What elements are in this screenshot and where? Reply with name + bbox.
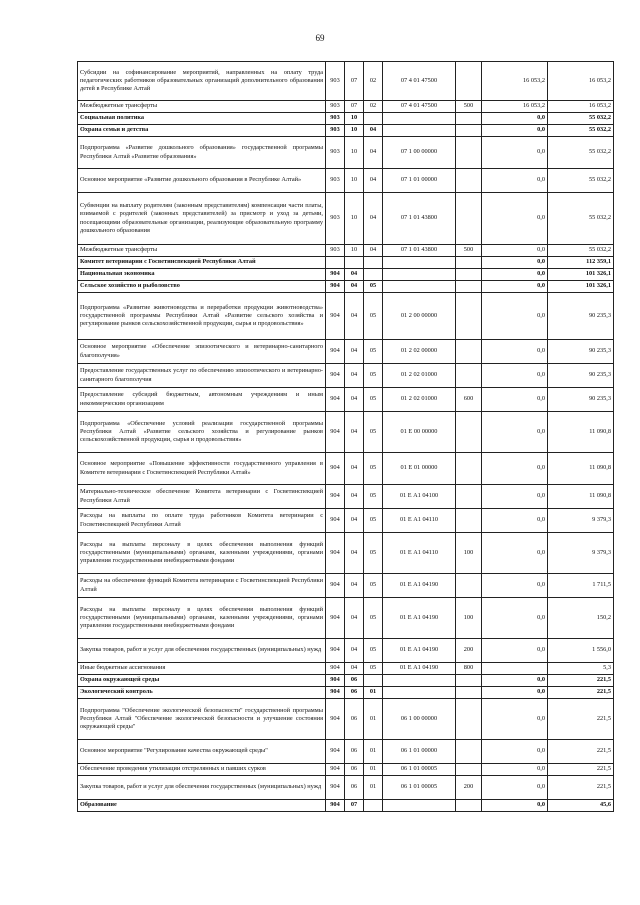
table-row (78, 269, 614, 281)
amount-1: 0,0 (482, 574, 548, 598)
grbs-code: 904 (326, 776, 345, 800)
amount-1: 0,0 (482, 137, 548, 169)
amount-2: 55 032,2 (548, 245, 614, 257)
amount-1: 0,0 (482, 412, 548, 453)
subsection-code: 05 (364, 453, 383, 485)
subsection-code: 05 (364, 639, 383, 663)
target-article-code (383, 281, 456, 293)
amount-2: 55 032,2 (548, 125, 614, 137)
expense-type-code (456, 574, 482, 598)
subsection-code: 05 (364, 412, 383, 453)
row-name: Межбюджетные трансферты (78, 245, 326, 257)
amount-1: 0,0 (482, 800, 548, 812)
expense-type-code (456, 687, 482, 699)
target-article-code: 01 Е А1 04110 (383, 533, 456, 574)
expense-type-code (456, 675, 482, 687)
target-article-code (383, 800, 456, 812)
amount-1: 0,0 (482, 340, 548, 364)
grbs-code: 903 (326, 125, 345, 137)
expense-type-code (456, 169, 482, 193)
target-article-code: 01 Е А1 04190 (383, 598, 456, 639)
amount-1: 0,0 (482, 675, 548, 687)
grbs-code: 904 (326, 388, 345, 412)
target-article-code (383, 675, 456, 687)
amount-2: 90 235,3 (548, 388, 614, 412)
amount-1: 0,0 (482, 364, 548, 388)
subsection-code: 05 (364, 485, 383, 509)
expense-type-code: 600 (456, 388, 482, 412)
table-row (78, 639, 614, 663)
grbs-code: 904 (326, 340, 345, 364)
subsection-code: 05 (364, 293, 383, 340)
row-name: Подпрограмма «Развитие животноводства и переработки продукции животноводства» государственной программы Республики Алтай «Развитие сельского хозяйства и регулирование рынков сельскохозяйственной продукции, сырья и продовольствия» (78, 293, 326, 340)
section-code: 04 (345, 663, 364, 675)
table-row (78, 776, 614, 800)
row-name: Иные бюджетные ассигнования (78, 663, 326, 675)
section-code: 04 (345, 293, 364, 340)
table-row (78, 169, 614, 193)
amount-2: 11 090,8 (548, 412, 614, 453)
subsection-code: 05 (364, 340, 383, 364)
grbs-code: 903 (326, 193, 345, 245)
subsection-code: 05 (364, 388, 383, 412)
target-article-code: 01 Е А1 04100 (383, 485, 456, 509)
amount-2: 150,2 (548, 598, 614, 639)
row-name: Закупка товаров, работ и услуг для обеспечения государственных (муниципальных) нужд (78, 639, 326, 663)
target-article-code (383, 113, 456, 125)
subsection-code: 04 (364, 193, 383, 245)
subsection-code: 02 (364, 101, 383, 113)
row-name: Социальная политика (78, 113, 326, 125)
grbs-code: 904 (326, 687, 345, 699)
subsection-code (364, 257, 383, 269)
expense-type-code (456, 281, 482, 293)
amount-1: 0,0 (482, 699, 548, 740)
amount-1: 0,0 (482, 257, 548, 269)
section-code: 04 (345, 639, 364, 663)
subsection-code (364, 675, 383, 687)
expense-type-code (456, 257, 482, 269)
table-row (78, 453, 614, 485)
expense-type-code: 100 (456, 533, 482, 574)
amount-1: 0,0 (482, 533, 548, 574)
grbs-code: 904 (326, 412, 345, 453)
row-name: Предоставление государственных услуг по обеспечению эпизоотического и ветеринарно-санитарного благополучия (78, 364, 326, 388)
section-code: 04 (345, 388, 364, 412)
row-name: Подпрограмма «Обеспечение условий реализации государственной программы Республики Алтай «Развитие сельского хозяйства и регулирование рынков сельскохозяйственной продукции, сырья и продовольствия» (78, 412, 326, 453)
amount-2: 101 326,1 (548, 269, 614, 281)
page-number: 69 (315, 33, 325, 43)
target-article-code: 06 1 01 00005 (383, 764, 456, 776)
target-article-code: 01 Е 00 00000 (383, 412, 456, 453)
grbs-code: 903 (326, 101, 345, 113)
table-row (78, 764, 614, 776)
section-code: 10 (345, 125, 364, 137)
row-name: Материально-техническое обеспечение Комитета ветеринарии с Госветинспекцией Республики Алтай (78, 485, 326, 509)
table-row (78, 663, 614, 675)
expense-type-code (456, 62, 482, 101)
amount-2: 221,5 (548, 740, 614, 764)
table-row (78, 125, 614, 137)
section-code: 04 (345, 598, 364, 639)
grbs-code: 904 (326, 740, 345, 764)
section-code: 04 (345, 281, 364, 293)
amount-1: 0,0 (482, 125, 548, 137)
expense-type-code: 100 (456, 598, 482, 639)
table-row (78, 485, 614, 509)
row-name: Сельское хозяйство и рыболовство (78, 281, 326, 293)
table-row (78, 598, 614, 639)
target-article-code: 01 2 02 01000 (383, 364, 456, 388)
grbs-code: 904 (326, 269, 345, 281)
grbs-code: 904 (326, 639, 345, 663)
expense-type-code (456, 193, 482, 245)
amount-1: 0,0 (482, 453, 548, 485)
row-name: Охрана семьи и детства (78, 125, 326, 137)
expense-type-code: 200 (456, 639, 482, 663)
target-article-code: 06 1 01 00005 (383, 776, 456, 800)
expense-type-code (456, 364, 482, 388)
grbs-code: 904 (326, 485, 345, 509)
grbs-code: 904 (326, 764, 345, 776)
section-code: 07 (345, 800, 364, 812)
subsection-code (364, 800, 383, 812)
amount-1: 0,0 (482, 113, 548, 125)
table-row (78, 740, 614, 764)
section-code: 10 (345, 193, 364, 245)
table-row (78, 257, 614, 269)
target-article-code: 07 1 01 43800 (383, 245, 456, 257)
amount-2: 1 556,0 (548, 639, 614, 663)
row-name: Основное мероприятие «Повышение эффективности государственного управления в Комитете ветеринарии с Госветинспекцией Республики Алтай» (78, 453, 326, 485)
section-code: 06 (345, 740, 364, 764)
row-name: Расходы на выплаты персоналу в целях обеспечения выполнения функций государственными (муниципальными) органами, казенными учреждениями, органами управления государственными внебюджетными фондами (78, 533, 326, 574)
amount-1: 0,0 (482, 293, 548, 340)
subsection-code: 01 (364, 699, 383, 740)
amount-1: 0,0 (482, 193, 548, 245)
target-article-code: 01 Е А1 04190 (383, 574, 456, 598)
target-article-code: 01 Е А1 04190 (383, 639, 456, 663)
table-row (78, 193, 614, 245)
amount-2: 221,5 (548, 699, 614, 740)
subsection-code: 04 (364, 125, 383, 137)
amount-2: 221,5 (548, 776, 614, 800)
table-row (78, 412, 614, 453)
amount-2: 90 235,3 (548, 293, 614, 340)
grbs-code: 903 (326, 245, 345, 257)
subsection-code: 04 (364, 169, 383, 193)
section-code: 06 (345, 699, 364, 740)
amount-2: 55 032,2 (548, 113, 614, 125)
expense-type-code (456, 340, 482, 364)
expense-type-code (456, 137, 482, 169)
expense-type-code (456, 800, 482, 812)
row-name: Образование (78, 800, 326, 812)
amount-1: 0,0 (482, 764, 548, 776)
expense-type-code (456, 453, 482, 485)
table-row (78, 62, 614, 101)
section-code: 10 (345, 245, 364, 257)
table-row (78, 340, 614, 364)
grbs-code: 904 (326, 663, 345, 675)
table-row (78, 509, 614, 533)
grbs-code: 904 (326, 364, 345, 388)
table-row (78, 281, 614, 293)
subsection-code: 01 (364, 764, 383, 776)
target-article-code: 01 2 02 01000 (383, 388, 456, 412)
row-name: Комитет ветеринарии с Госветинспекцией Республики Алтай (78, 257, 326, 269)
target-article-code (383, 269, 456, 281)
subsection-code: 05 (364, 509, 383, 533)
amount-2: 11 090,8 (548, 485, 614, 509)
subsection-code: 05 (364, 364, 383, 388)
section-code: 04 (345, 574, 364, 598)
target-article-code: 07 1 00 00000 (383, 137, 456, 169)
target-article-code: 07 4 01 47500 (383, 62, 456, 101)
amount-2: 90 235,3 (548, 340, 614, 364)
row-name: Подпрограмма «Развитие дошкольного образования» государственной программы Республики Алтай «Развитие образования» (78, 137, 326, 169)
amount-1: 0,0 (482, 485, 548, 509)
expense-type-code (456, 412, 482, 453)
subsection-code (364, 113, 383, 125)
amount-2: 9 379,3 (548, 509, 614, 533)
amount-2: 55 032,2 (548, 169, 614, 193)
grbs-code: 904 (326, 699, 345, 740)
target-article-code: 06 1 01 00000 (383, 740, 456, 764)
expense-type-code (456, 125, 482, 137)
table-row (78, 364, 614, 388)
grbs-code: 903 (326, 169, 345, 193)
amount-1: 0,0 (482, 776, 548, 800)
subsection-code: 05 (364, 574, 383, 598)
amount-2: 45,6 (548, 800, 614, 812)
target-article-code (383, 257, 456, 269)
subsection-code: 01 (364, 740, 383, 764)
amount-1 (482, 663, 548, 675)
grbs-code: 904 (326, 453, 345, 485)
amount-2: 55 032,2 (548, 137, 614, 169)
target-article-code (383, 687, 456, 699)
amount-1: 0,0 (482, 269, 548, 281)
section-code: 04 (345, 485, 364, 509)
expense-type-code (456, 699, 482, 740)
row-name: Субвенции на выплату родителям (законным представителям) компенсации части платы, взимаемой с родителей (законных представителей) за присмотр и уход за детьми, посещающими образовательные организации, реализующие образовательную программу дошкольного образования (78, 193, 326, 245)
expense-type-code: 200 (456, 776, 482, 800)
target-article-code: 06 1 00 00000 (383, 699, 456, 740)
section-code: 06 (345, 776, 364, 800)
table-row (78, 137, 614, 169)
section-code: 10 (345, 169, 364, 193)
amount-2: 1 711,5 (548, 574, 614, 598)
grbs-code: 904 (326, 293, 345, 340)
section-code: 04 (345, 412, 364, 453)
section-code: 04 (345, 533, 364, 574)
target-article-code: 07 1 01 43800 (383, 193, 456, 245)
amount-2: 16 053,2 (548, 62, 614, 101)
target-article-code: 01 Е А1 04110 (383, 509, 456, 533)
target-article-code: 07 4 01 47500 (383, 101, 456, 113)
row-name: Предоставление субсидий бюджетным, автономным учреждениям и иным некоммерческим организациям (78, 388, 326, 412)
expense-type-code (456, 113, 482, 125)
amount-1: 0,0 (482, 687, 548, 699)
table-row (78, 113, 614, 125)
table-row (78, 101, 614, 113)
section-code: 04 (345, 364, 364, 388)
grbs-code: 904 (326, 574, 345, 598)
target-article-code: 01 Е 01 00000 (383, 453, 456, 485)
table-row (78, 687, 614, 699)
expense-type-code (456, 509, 482, 533)
target-article-code: 01 2 02 00000 (383, 340, 456, 364)
subsection-code: 04 (364, 245, 383, 257)
grbs-code: 904 (326, 509, 345, 533)
row-name: Основное мероприятие "Регулирование качества окружающей среды" (78, 740, 326, 764)
target-article-code: 01 Е А1 04190 (383, 663, 456, 675)
amount-1: 0,0 (482, 509, 548, 533)
subsection-code: 05 (364, 533, 383, 574)
amount-1: 0,0 (482, 639, 548, 663)
amount-2: 11 090,8 (548, 453, 614, 485)
target-article-code: 01 2 00 00000 (383, 293, 456, 340)
row-name: Расходы на выплаты персоналу в целях обеспечения выполнения функций государственными (муниципальными) органами, казенными учреждениями, органами управления государственными внебюджетными фондами (78, 598, 326, 639)
section-code: 10 (345, 113, 364, 125)
section-code: 06 (345, 675, 364, 687)
table-row (78, 533, 614, 574)
amount-2: 112 359,1 (548, 257, 614, 269)
grbs-code: 903 (326, 113, 345, 125)
amount-2: 221,5 (548, 675, 614, 687)
amount-1: 0,0 (482, 281, 548, 293)
amount-1: 16 053,2 (482, 62, 548, 101)
section-code: 07 (345, 101, 364, 113)
amount-2: 221,5 (548, 764, 614, 776)
subsection-code: 05 (364, 281, 383, 293)
amount-2: 5,3 (548, 663, 614, 675)
amount-1: 0,0 (482, 245, 548, 257)
subsection-code: 05 (364, 663, 383, 675)
section-code: 04 (345, 509, 364, 533)
row-name: Основное мероприятие «Обеспечение эпизоотического и ветеринарно-санитарного благополучия» (78, 340, 326, 364)
section-code: 04 (345, 340, 364, 364)
section-code: 06 (345, 764, 364, 776)
table-row (78, 699, 614, 740)
expense-type-code (456, 740, 482, 764)
target-article-code (383, 125, 456, 137)
amount-2: 9 379,3 (548, 533, 614, 574)
amount-1: 16 053,2 (482, 101, 548, 113)
expense-type-code (456, 269, 482, 281)
grbs-code: 903 (326, 137, 345, 169)
row-name: Закупка товаров, работ и услуг для обеспечения государственных (муниципальных) нужд (78, 776, 326, 800)
expense-type-code (456, 293, 482, 340)
grbs-code: 904 (326, 533, 345, 574)
subsection-code: 05 (364, 598, 383, 639)
grbs-code: 904 (326, 281, 345, 293)
section-code (345, 257, 364, 269)
row-name: Расходы на выплаты по оплате труда работников Комитета ветеринарии с Госветинспекцией Республики Алтай (78, 509, 326, 533)
table-row (78, 800, 614, 812)
amount-2: 16 053,2 (548, 101, 614, 113)
amount-1: 0,0 (482, 598, 548, 639)
budget-table (77, 61, 614, 812)
amount-2: 221,5 (548, 687, 614, 699)
expense-type-code (456, 764, 482, 776)
table-row (78, 293, 614, 340)
row-name: Субсидии на софинансирование мероприятий, направленных на оплату труда педагогических работников образовательных организаций дополнительного образования детей в Республике Алтай (78, 62, 326, 101)
table-row (78, 388, 614, 412)
row-name: Основное мероприятие «Развитие дошкольного образования в Республике Алтай» (78, 169, 326, 193)
table-row (78, 675, 614, 687)
row-name: Охрана окружающей среды (78, 675, 326, 687)
section-code: 06 (345, 687, 364, 699)
grbs-code: 903 (326, 62, 345, 101)
row-name: Обеспечение проведения утилизации отстрелянных и павших сурков (78, 764, 326, 776)
subsection-code: 01 (364, 776, 383, 800)
expense-type-code: 800 (456, 663, 482, 675)
amount-2: 55 032,2 (548, 193, 614, 245)
section-code: 04 (345, 269, 364, 281)
amount-2: 101 326,1 (548, 281, 614, 293)
row-name: Расходы на обеспечение функций Комитета ветеринарии с Госветинспекцией Республики Алтай (78, 574, 326, 598)
subsection-code: 04 (364, 137, 383, 169)
grbs-code: 904 (326, 800, 345, 812)
expense-type-code: 500 (456, 101, 482, 113)
target-article-code: 07 1 01 00000 (383, 169, 456, 193)
amount-1: 0,0 (482, 388, 548, 412)
row-name: Межбюджетные трансферты (78, 101, 326, 113)
amount-1: 0,0 (482, 169, 548, 193)
section-code: 10 (345, 137, 364, 169)
expense-type-code (456, 485, 482, 509)
subsection-code: 02 (364, 62, 383, 101)
grbs-code: 904 (326, 675, 345, 687)
expense-type-code: 500 (456, 245, 482, 257)
amount-2: 90 235,3 (548, 364, 614, 388)
table-row (78, 574, 614, 598)
row-name: Экологический контроль (78, 687, 326, 699)
grbs-code (326, 257, 345, 269)
grbs-code: 904 (326, 598, 345, 639)
table-row (78, 245, 614, 257)
subsection-code: 01 (364, 687, 383, 699)
amount-1: 0,0 (482, 740, 548, 764)
row-name: Национальная экономика (78, 269, 326, 281)
subsection-code (364, 269, 383, 281)
section-code: 04 (345, 453, 364, 485)
row-name: Подпрограмма "Обеспечение экологической безопасности" государственной программы Республики Алтай "Обеспечение экологической безопасности и улучшение состояния окружающей среды" (78, 699, 326, 740)
section-code: 07 (345, 62, 364, 101)
